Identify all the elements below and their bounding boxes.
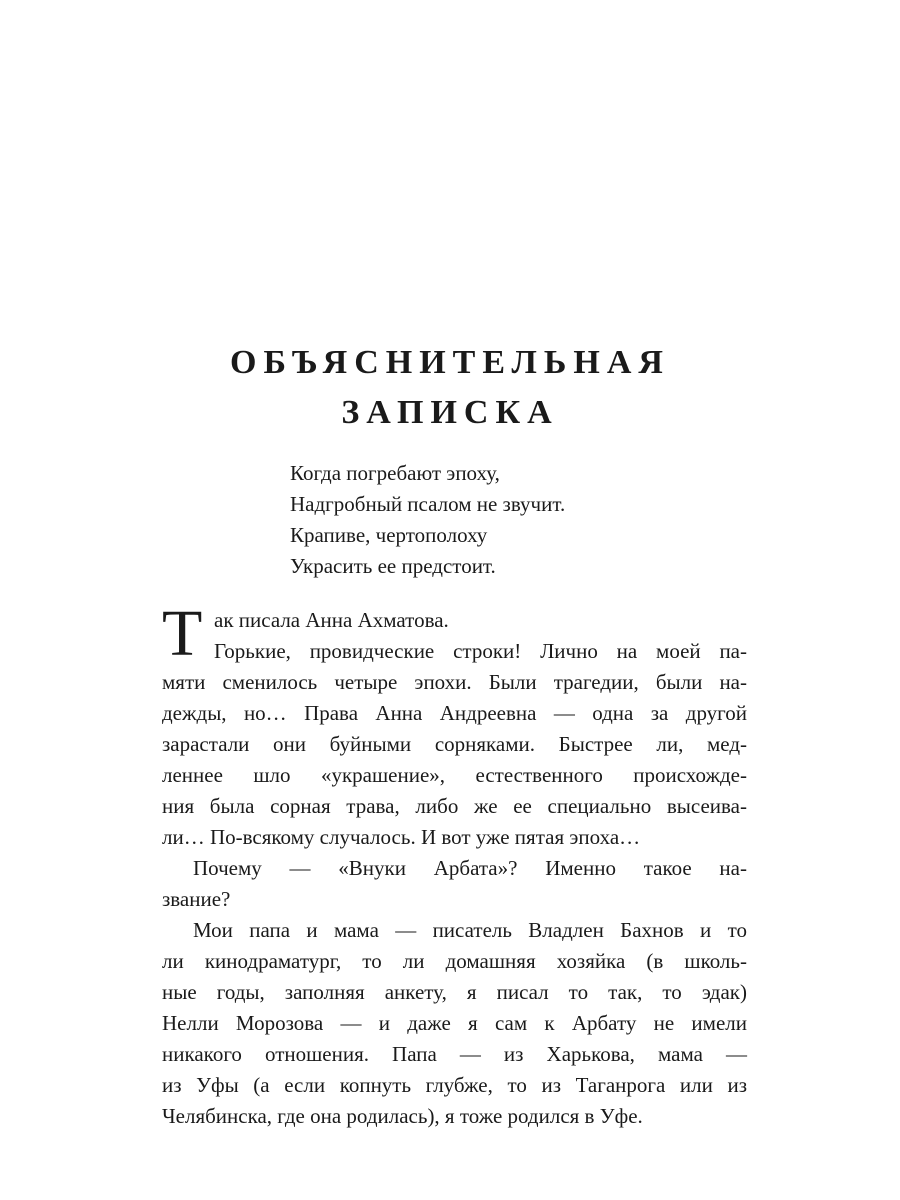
- text-line: Горькие, провидческие строки! Лично на моей па-: [214, 639, 747, 663]
- text-line: ли кинодраматург, то ли домашняя хозяйка (в школь-: [162, 949, 747, 973]
- text-line: зарастали они буйными сорняками. Быстрее ли, мед-: [162, 732, 747, 756]
- text-line: никакого отношения. Папа — из Харькова, мама —: [162, 1042, 747, 1066]
- body-text: [162, 597, 747, 1132]
- text-line: Челябинска, где она родилась), я тоже родился в Уфе.: [162, 1104, 643, 1128]
- text-line: Мои папа и мама — писатель Владлен Бахнов и то: [193, 918, 747, 942]
- text-line: ли… По-всякому случалось. И вот уже пятая эпоха…: [162, 825, 641, 849]
- chapter-title: [0, 338, 900, 438]
- text-line: Почему — «Внуки Арбата»? Именно такое на-: [193, 856, 747, 880]
- epigraph-poem: [290, 458, 565, 582]
- chapter-title-line-1: ОБЪЯСНИТЕЛЬНАЯ: [230, 344, 670, 381]
- text-line: звание?: [162, 887, 231, 911]
- epigraph-line: Надгробный псалом не звучит.: [290, 492, 566, 516]
- epigraph-line: Крапиве, чертополоху: [290, 523, 488, 547]
- text-line: ак писала Анна Ахматова.: [214, 608, 449, 632]
- text-line: из Уфы (а если копнуть глубже, то из Таганрога или из: [162, 1073, 747, 1097]
- text-line: ния была сорная трава, либо же ее специально высеива-: [162, 794, 747, 818]
- text-line: мяти сменилось четыре эпохи. Были трагедии, были на-: [162, 670, 747, 694]
- epigraph-line: Когда погребают эпоху,: [290, 461, 500, 485]
- drop-cap-letter: Т: [162, 597, 203, 670]
- chapter-title-line-2: ЗАПИСКА: [341, 394, 559, 431]
- text-line: дежды, но… Права Анна Андреевна — одна за другой: [162, 701, 747, 725]
- epigraph-line: Украсить ее предстоит.: [290, 554, 496, 578]
- text-line: Нелли Морозова — и даже я сам к Арбату не имели: [162, 1011, 747, 1035]
- text-line: леннее шло «украшение», естественного происхожде-: [162, 763, 747, 787]
- text-line: ные годы, заполняя анкету, я писал то так, то эдак): [162, 980, 747, 1004]
